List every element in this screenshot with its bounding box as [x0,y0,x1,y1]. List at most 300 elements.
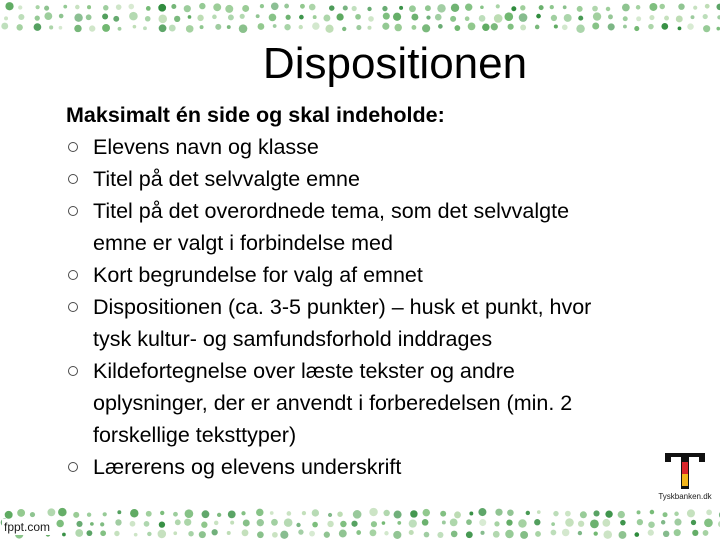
decorative-dot [454,511,461,518]
decorative-dot [87,5,91,9]
decorative-dot [383,13,390,20]
decorative-dot [422,24,430,32]
decorative-dot [618,511,625,518]
decorative-dot [551,522,555,526]
tyskbanken-logo-icon [652,450,718,492]
decorative-dot [63,5,67,9]
decorative-dot [465,3,472,10]
bullet-item-text: tysk kultur- og samfundsforhold inddrages [93,327,493,351]
decorative-dot [158,530,167,539]
decorative-dot [478,508,486,516]
decorative-dot [619,531,627,539]
decorative-dot [284,24,290,30]
decorative-dot [242,5,249,12]
decorative-dot [706,510,712,516]
decorative-dot [241,511,245,515]
decorative-dot [636,5,641,10]
decorative-dot [130,521,136,527]
decorative-dot [480,5,484,9]
decorative-dot [243,519,250,526]
hollow-circle-bullet-icon [68,174,78,184]
decorative-dot [409,5,416,12]
decorative-dot [146,6,151,11]
decorative-dot [130,509,138,517]
decorative-dot [504,12,513,21]
top-dot-pattern-graphic [0,0,720,34]
decorative-dot [186,25,194,33]
decorative-dot [371,521,377,527]
bullet-item-text: Dispositionen (ca. 3-5 punkter) – husk et punkt, hvor [93,295,592,319]
decorative-dot [663,512,668,517]
decorative-dot [608,23,615,30]
decorative-dot [102,13,108,19]
decorative-dot [47,508,55,516]
decorative-dot [605,510,612,517]
decorative-dot [199,3,205,9]
decorative-dot [300,4,305,9]
decorative-dot [382,6,387,11]
decorative-dot [565,518,574,527]
decorative-dot [188,531,193,536]
decorative-dot [102,24,110,32]
decorative-dot [505,530,513,538]
decorative-dot [44,12,52,20]
decorative-dot [75,5,80,10]
decorative-dot [506,519,512,525]
decorative-dot [56,520,63,527]
decorative-dot [539,5,544,10]
decorative-dot [577,6,583,12]
decorative-dot [298,529,303,534]
decorative-dot [593,12,601,20]
decorative-dot [215,24,221,30]
decorative-dot [409,519,417,527]
decorative-dot [466,531,473,538]
hollow-circle-bullet-icon [68,302,78,312]
decorative-dot [493,531,500,538]
decorative-dot [562,529,570,537]
bullet-item-text: Kildefortegnelse over læste tekster og andre [93,359,515,383]
logo-caption: Tyskbanken.dk [658,492,712,501]
decorative-dot [118,27,122,31]
decorative-dot [329,5,334,10]
bullet-item [66,163,666,195]
decorative-dot [563,5,567,9]
decorative-dot [16,24,22,30]
decorative-dot [649,3,657,11]
decorative-dot [169,25,176,32]
decorative-dot [202,510,210,518]
decorative-dot [716,4,720,11]
decorative-dot [411,14,418,21]
decorative-dot [284,518,293,527]
decorative-dot [258,23,265,30]
decorative-dot [409,530,414,535]
decorative-dot [451,531,458,538]
decorative-dot [480,531,484,535]
decorative-dot [608,14,613,19]
bullet-item [66,195,666,259]
decorative-dot [479,15,486,22]
decorative-dot [86,530,92,536]
decorative-dot [171,4,176,9]
decorative-dot [286,15,291,20]
decorative-dot [213,3,221,11]
decorative-dot [564,14,572,22]
decorative-dot [240,14,245,19]
decorative-dot [535,531,541,537]
decorative-dot [269,14,277,22]
decorative-dot [578,531,582,535]
slide-heading: Maksimalt én side og skal indeholde: [66,103,445,127]
decorative-dot [313,15,317,19]
decorative-dot [703,25,710,32]
decorative-dot [634,26,639,31]
decorative-dot [228,14,234,20]
decorative-dot [173,531,177,535]
hollow-circle-bullet-icon [68,462,78,472]
decorative-dot [325,25,333,33]
decorative-dot [129,12,138,21]
decorative-dot [594,531,598,535]
decorative-dot [437,532,443,538]
bullet-item [66,355,666,451]
decorative-dot [705,4,710,9]
decorative-dot [145,16,151,22]
decorative-dot [343,5,348,10]
decorative-dot [368,16,374,22]
decorative-dot [659,4,664,9]
decorative-dot [535,25,540,30]
decorative-dot [422,519,429,526]
decorative-dot [399,6,403,10]
decorative-dot [674,512,679,517]
decorative-dot [648,521,655,528]
decorative-dot [143,26,147,30]
decorative-dot [214,521,218,525]
decorative-dot [260,4,264,8]
decorative-dot [103,512,107,516]
decorative-dot [495,509,502,516]
decorative-dot [89,25,95,31]
bullet-item-text: forskellige teksttyper) [93,423,297,447]
decorative-dot [692,530,698,536]
decorative-dot [508,24,514,30]
tyskbanken-logo [652,450,718,506]
decorative-dot [339,530,347,538]
decorative-dot [649,15,654,20]
decorative-dot [494,521,499,526]
decorative-dot [225,5,233,13]
decorative-dot [394,511,402,519]
decorative-dot [394,24,401,31]
decorative-dot [199,531,206,538]
decorative-dot [17,509,25,517]
decorative-dot [114,531,119,536]
decorative-dot [678,26,682,30]
bottom-dot-pattern [0,506,720,540]
decorative-dot [336,13,343,20]
decorative-dot [185,509,194,518]
decorative-dot [74,25,81,32]
decorative-dot [217,513,221,517]
decorative-dot [257,519,264,526]
decorative-dot [175,519,181,525]
decorative-dot [437,4,445,12]
decorative-dot [482,24,489,31]
decorative-dot [507,509,514,516]
bottom-dot-pattern-graphic [0,506,720,540]
decorative-dot [133,25,137,29]
decorative-dot [716,27,720,31]
decorative-dot [44,6,49,11]
decorative-dot [184,5,191,12]
decorative-dot [327,521,333,527]
decorative-dot [636,16,641,21]
decorative-dot [159,521,165,527]
decorative-dot [36,5,40,9]
decorative-dot [5,511,13,519]
decorative-dot [496,4,500,8]
decorative-dot [86,14,92,20]
decorative-dot [34,23,42,31]
decorative-dot [113,16,119,22]
decorative-dot [551,530,557,536]
decorative-dot [271,519,278,526]
decorative-dot [5,2,13,10]
bullet-item-text: Lærerens og elevens underskrift [93,455,402,479]
decorative-dot [494,14,503,23]
decorative-dot [58,508,67,517]
decorative-dot [650,510,655,515]
decorative-dot [661,23,668,30]
decorative-dot [648,24,654,30]
decorative-dot [270,511,274,515]
decorative-dot [674,529,681,536]
decorative-dot [144,521,150,527]
decorative-dot [115,519,121,525]
decorative-dot [324,532,330,538]
decorative-dot [174,16,180,22]
decorative-dot [188,15,192,19]
decorative-dot [355,14,361,20]
decorative-dot [554,24,558,28]
decorative-dot [664,16,669,21]
decorative-dot [103,5,108,10]
decorative-dot [49,25,53,29]
decorative-dot [309,4,316,11]
decorative-dot [580,511,587,518]
decorative-dot [703,14,708,19]
decorative-dot [128,4,134,10]
decorative-dot [678,3,684,9]
decorative-dot [299,25,303,29]
decorative-dot [272,532,278,538]
decorative-dot [519,13,528,22]
decorative-dot [173,512,178,517]
bullet-item-text: emne er valgt i forbindelse med [93,231,393,255]
decorative-dot [74,13,82,21]
decorative-dot [356,530,361,535]
decorative-dot [425,5,431,11]
decorative-dot [536,14,541,19]
decorative-dot [200,25,204,29]
hollow-circle-bullet-icon [68,270,78,280]
decorative-dot [491,23,498,30]
decorative-dot [526,511,530,515]
decorative-dot [623,25,627,29]
decorative-dot [352,6,357,11]
decorative-dot [704,518,713,527]
slide-body [66,99,666,483]
decorative-dot [76,521,82,527]
decorative-dot [451,4,459,12]
decorative-dot [242,529,249,536]
decorative-dot [590,520,599,529]
decorative-dot [197,15,203,21]
bullet-list [66,131,666,483]
decorative-dot [393,531,401,539]
decorative-dot [369,508,377,516]
decorative-dot [703,530,709,536]
decorative-dot [309,531,315,537]
decorative-dot [73,512,79,518]
decorative-dot [411,25,416,30]
decorative-dot [296,523,300,527]
decorative-dot [284,4,289,9]
decorative-dot [382,23,389,30]
decorative-dot [146,511,152,517]
decorative-dot [578,521,584,527]
decorative-dot [212,529,218,535]
decorative-dot [302,511,306,515]
decorative-dot [18,5,22,9]
decorative-dot [351,521,357,527]
decorative-dot [687,23,694,30]
decorative-dot [323,15,330,22]
decorative-dot [256,509,263,516]
decorative-dot [397,521,401,525]
decorative-dot [442,521,446,525]
decorative-dot [537,510,541,514]
hollow-circle-bullet-icon [68,366,78,376]
decorative-dot [100,522,104,526]
decorative-dot [257,531,264,538]
decorative-dot [606,7,611,12]
decorative-dot [465,16,470,21]
decorative-dot [637,519,643,525]
decorative-dot [520,5,525,10]
decorative-dot [622,4,630,12]
decorative-dot [158,4,166,12]
decorative-dot [201,522,207,528]
decorative-dot [693,6,697,10]
decorative-dot [367,7,371,11]
decorative-dot [469,512,473,516]
bullet-item-text: Elevens navn og klasse [93,135,319,159]
decorative-dot [466,519,472,525]
decorative-dot [550,5,554,9]
decorative-dot [35,15,40,20]
decorative-dot [602,519,610,527]
decorative-dot [479,519,486,526]
decorative-dot [328,513,332,517]
decorative-dot [184,519,191,526]
decorative-dot [454,25,460,31]
decorative-dot [450,519,458,527]
decorative-dot [59,14,64,19]
decorative-dot [383,510,389,516]
decorative-dot [551,15,557,21]
decorative-dot [518,519,526,527]
decorative-dot [426,15,430,19]
decorative-dot [90,522,94,526]
decorative-dot [687,509,695,517]
decorative-dot [367,26,371,30]
decorative-dot [100,530,106,536]
decorative-dot [520,531,528,539]
decorative-dot [393,13,401,21]
decorative-dot [592,23,599,30]
decorative-dot [423,509,430,516]
decorative-dot [603,530,612,539]
decorative-dot [228,510,236,518]
decorative-dot [30,512,35,517]
decorative-dot [273,24,277,28]
decorative-dot [511,6,516,11]
decorative-dot [75,529,83,537]
decorative-dot [271,2,279,10]
decorative-dot [87,513,91,517]
decorative-dot [691,520,696,525]
decorative-dot [592,6,598,12]
slide-title: Dispositionen [262,39,528,88]
hollow-circle-bullet-icon [68,206,78,216]
decorative-dot [1,23,8,30]
decorative-dot [134,533,138,537]
decorative-dot [147,532,151,536]
decorative-dot [648,530,654,536]
decorative-dot [212,15,217,20]
decorative-dot [578,16,583,21]
decorative-dot [59,26,63,30]
decorative-dot [562,24,568,30]
decorative-dot [661,520,665,524]
decorative-dot [280,531,288,539]
decorative-dot [230,521,234,525]
decorative-dot [384,531,388,535]
decorative-dot [227,25,231,29]
decorative-dot [410,510,417,517]
bullet-item [66,291,666,355]
decorative-dot [534,519,540,525]
top-dot-pattern [0,0,720,34]
decorative-dot [353,510,362,519]
fppt-watermark: fppt.com [4,520,51,534]
decorative-dot [312,22,319,29]
decorative-dot [674,519,681,526]
decorative-dot [370,529,377,536]
decorative-dot [623,16,628,21]
decorative-dot [239,24,248,33]
bullet-item [66,451,666,483]
decorative-dot [62,533,66,537]
bullet-item [66,259,666,291]
decorative-dot [637,510,641,514]
decorative-dot [553,511,558,516]
decorative-dot [158,15,167,24]
decorative-dot [634,532,639,537]
